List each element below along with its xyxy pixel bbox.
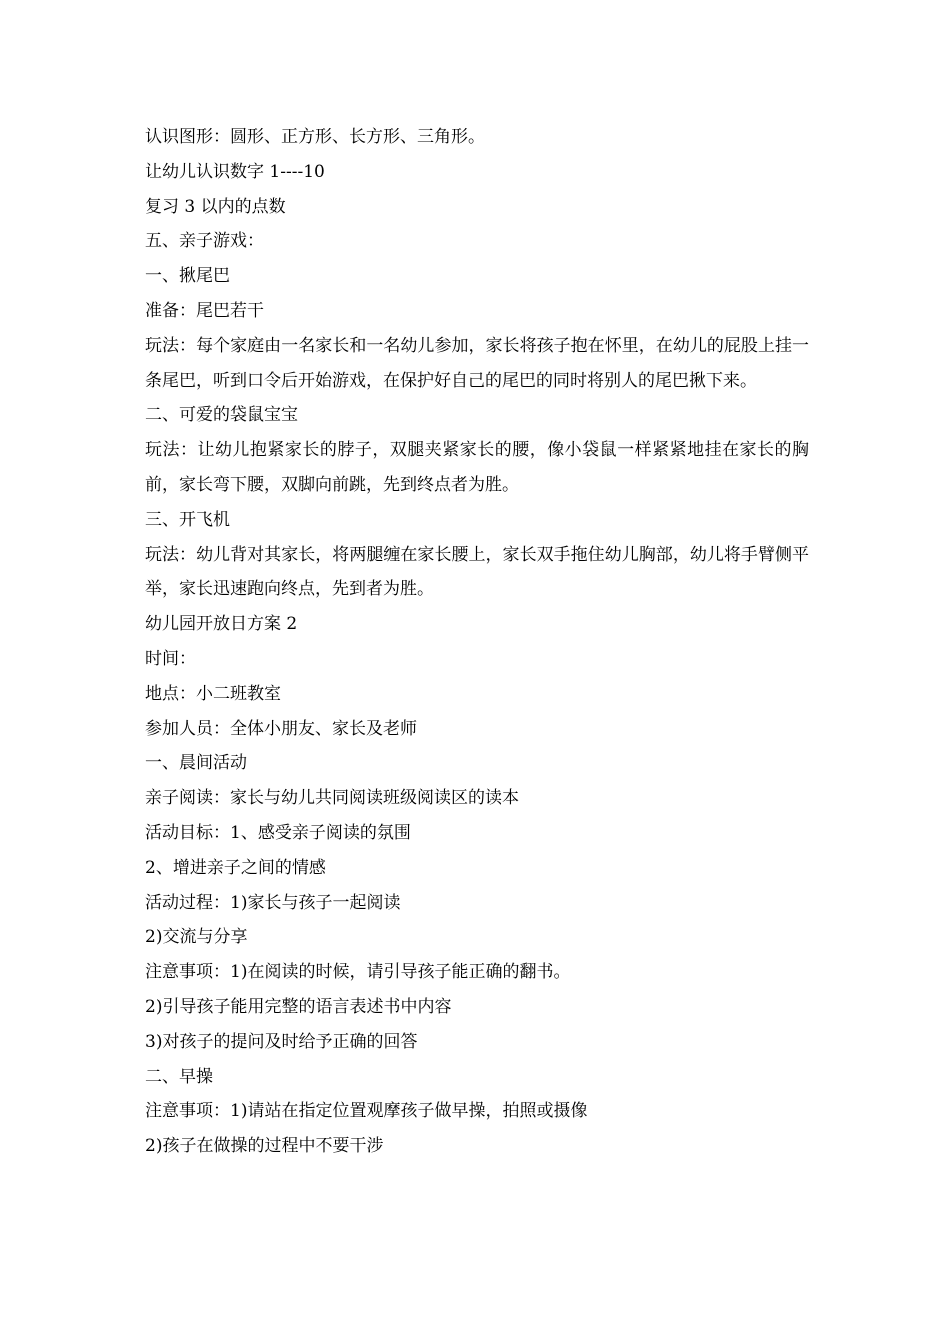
game-title: 一、揪尾巴 <box>145 266 230 287</box>
text-line: 活动目标：1、感受亲子阅读的氛围 <box>145 822 411 843</box>
game-title: 三、开飞机 <box>145 509 230 530</box>
text-line: 参加人员：全体小朋友、家长及老师 <box>145 718 417 739</box>
text-line: 2)引导孩子能用完整的语言表述书中内容 <box>145 996 452 1017</box>
text-line: 2、增进亲子之间的情感 <box>145 857 326 878</box>
text-line: 注意事项：1)请站在指定位置观摩孩子做早操，拍照或摄像 <box>145 1101 588 1122</box>
text-line: 亲子阅读：家长与幼儿共同阅读班级阅读区的读本 <box>145 788 519 809</box>
document-body <box>145 120 809 1164</box>
game-rules-paragraph: 玩法：幼儿背对其家长，将两腿缠在家长腰上，家长双手拖住幼儿胸部，幼儿将手臂侧平举，家长迅速跑向终点，先到者为胜。 <box>145 544 809 600</box>
text-line: 复习 3 以内的点数 <box>145 196 286 217</box>
text-line: 2)孩子在做操的过程中不要干涉 <box>145 1136 384 1157</box>
game-rules-paragraph: 玩法：让幼儿抱紧家长的脖子，双腿夹紧家长的腰，像小袋鼠一样紧紧地挂在家长的胸前，家长弯下腰，双脚向前跳，先到终点者为胜。 <box>145 440 809 495</box>
section-heading: 五、亲子游戏： <box>145 231 264 252</box>
text-line: 准备：尾巴若干 <box>145 300 264 321</box>
text-line: 地点：小二班教室 <box>145 683 281 704</box>
text-line: 3)对孩子的提问及时给予正确的回答 <box>145 1031 418 1052</box>
section-heading: 二、早操 <box>145 1066 213 1087</box>
text-line: 注意事项：1)在阅读的时候，请引导孩子能正确的翻书。 <box>145 962 571 983</box>
plan-title: 幼儿园开放日方案 2 <box>145 614 298 635</box>
text-line: 活动过程：1)家长与孩子一起阅读 <box>145 892 401 913</box>
text-line: 2)交流与分享 <box>145 927 248 948</box>
section-heading: 一、晨间活动 <box>145 753 247 774</box>
game-title: 二、可爱的袋鼠宝宝 <box>145 405 298 426</box>
game-rules-paragraph: 玩法：每个家庭由一名家长和一名幼儿参加，家长将孩子抱在怀里，在幼儿的屁股上挂一条尾巴，听到口令后开始游戏，在保护好自己的尾巴的同时将别人的尾巴揪下来。 <box>145 335 809 391</box>
text-line: 让幼儿认识数字 1----10 <box>145 161 325 182</box>
text-line: 认识图形：圆形、正方形、长方形、三角形。 <box>145 127 485 147</box>
text-line: 时间： <box>145 648 196 669</box>
